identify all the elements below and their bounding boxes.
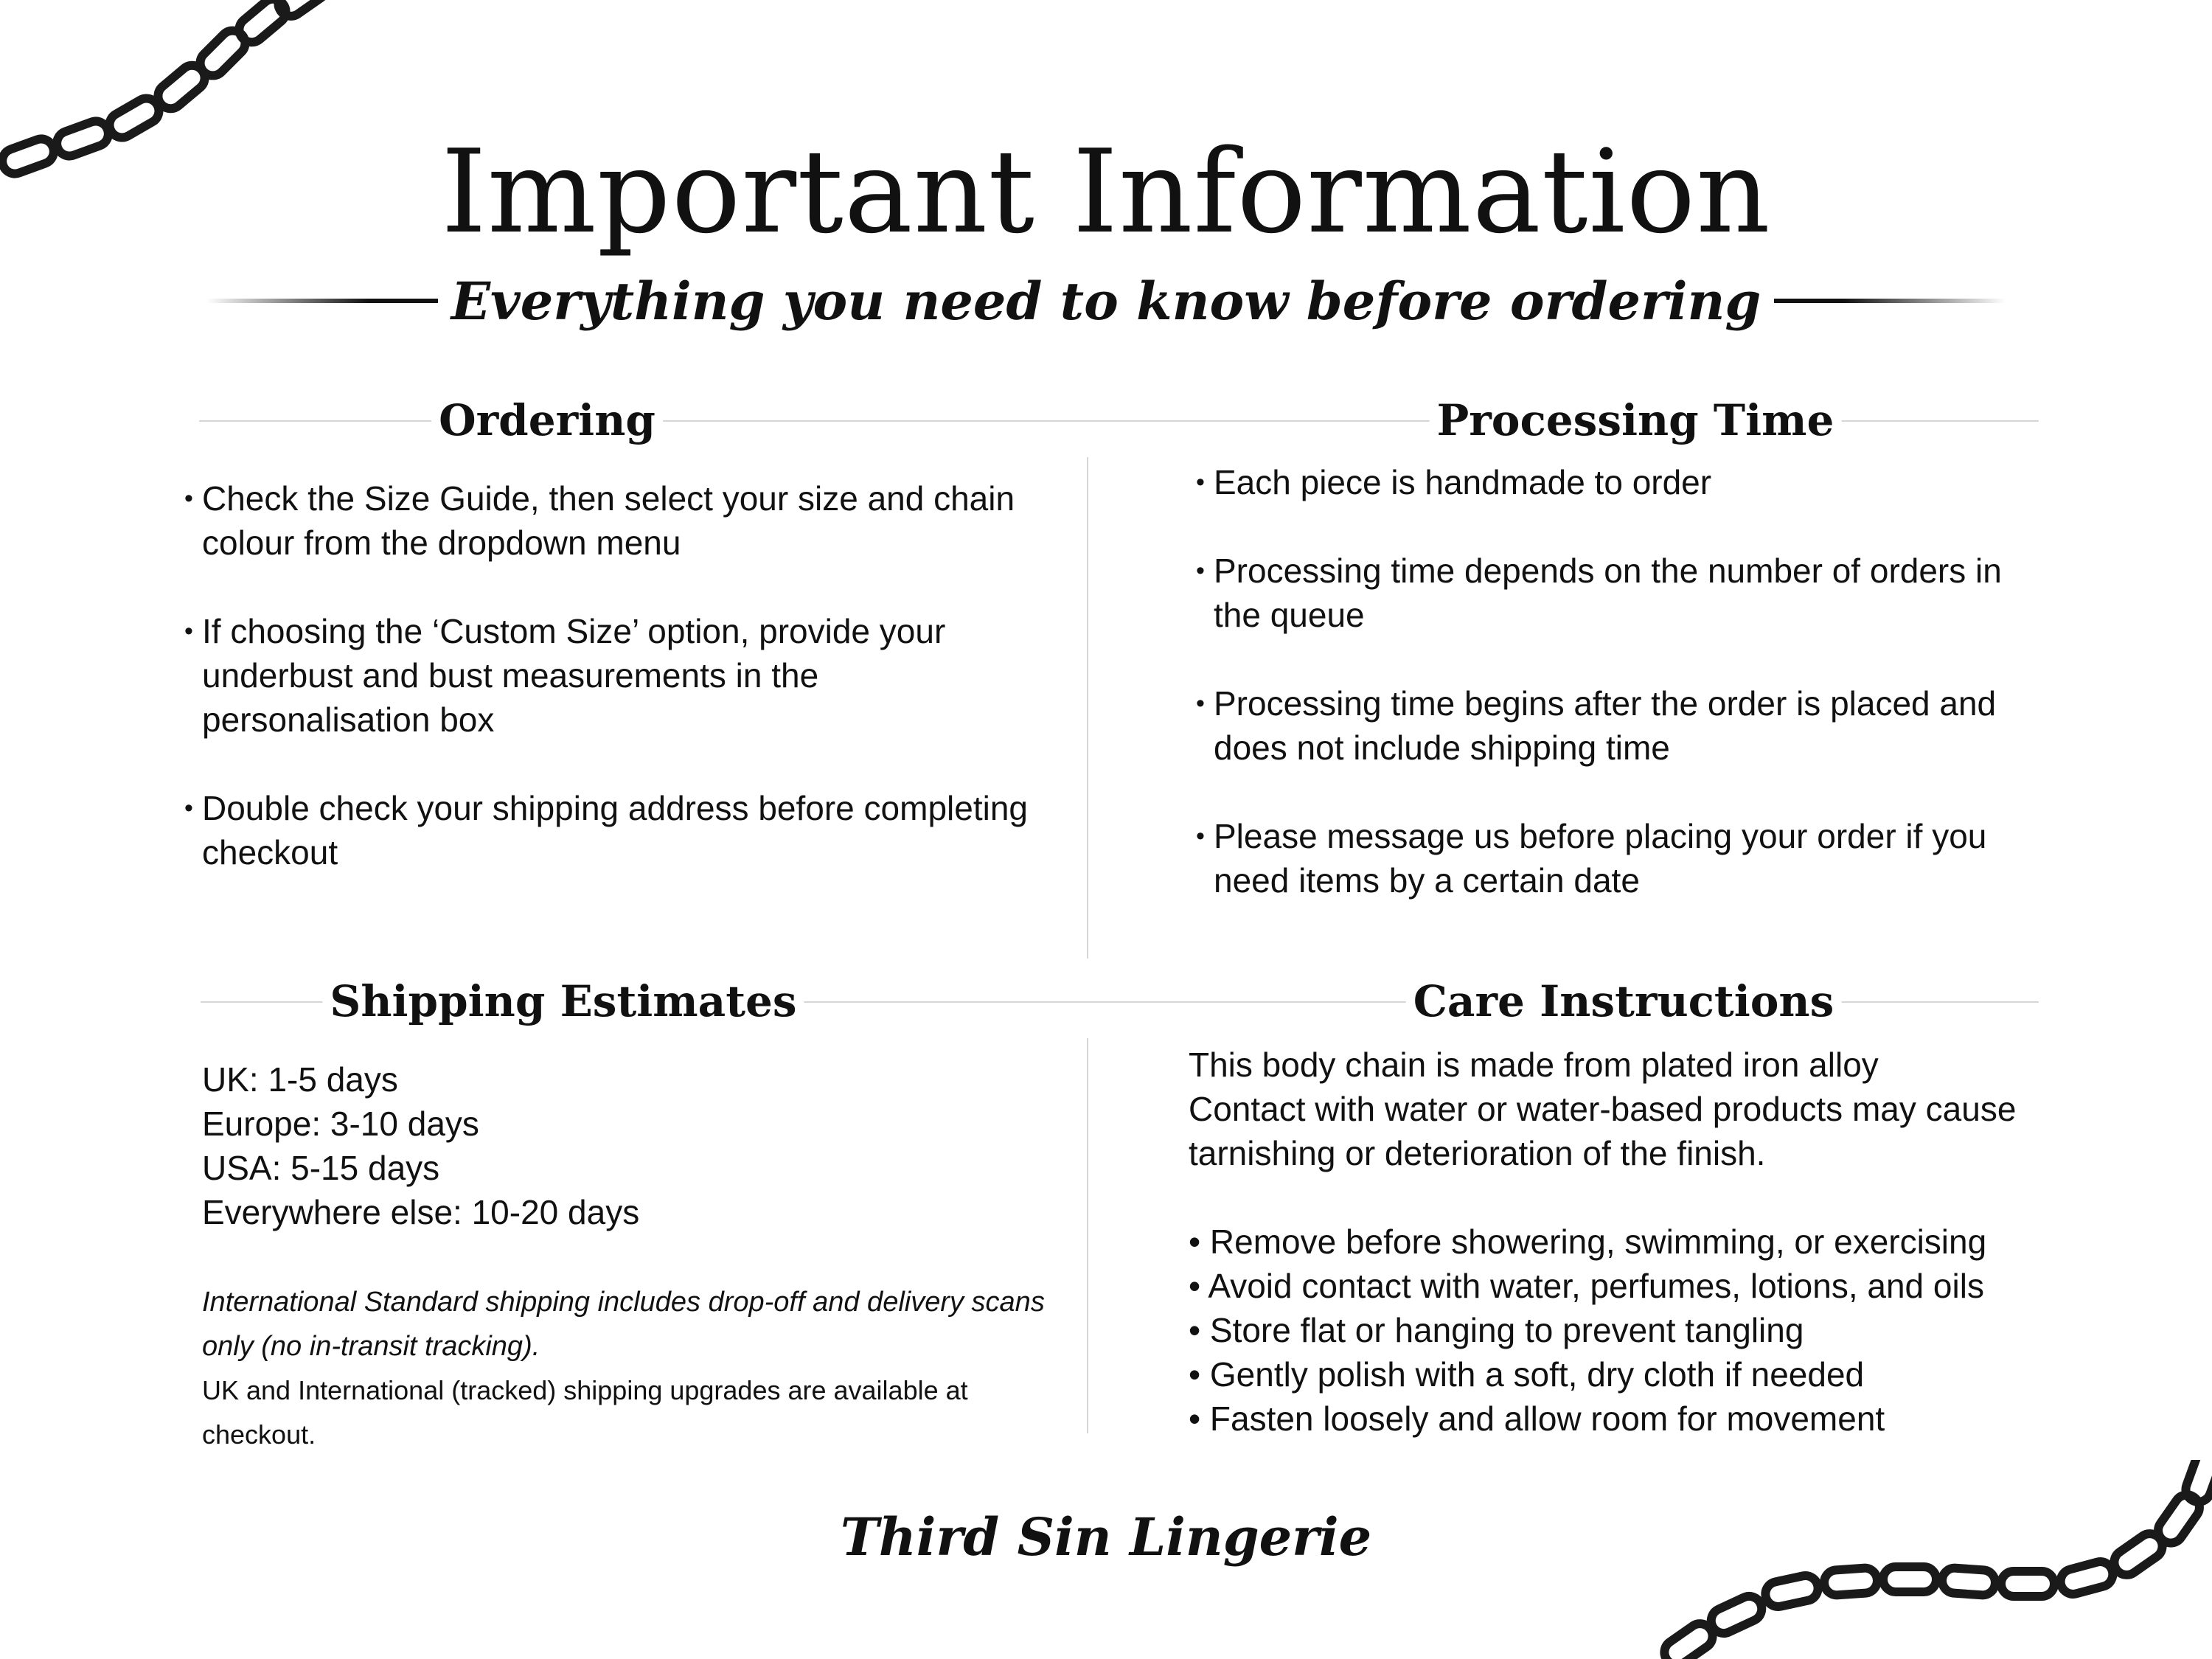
care-intro bbox=[1189, 1043, 2147, 1175]
list-item: • Remove before showering, swimming, or exercising bbox=[1189, 1220, 1986, 1264]
list-item: • Processing time begins after the order is placed and does not include shipping time bbox=[1200, 681, 2048, 770]
shipping-line: Europe: 3-10 days bbox=[202, 1105, 479, 1143]
shipping-note-tracking: International Standard shipping includes drop-off and delivery scans only (no in-transit tracking). bbox=[202, 1287, 1045, 1362]
subtitle-rule-right bbox=[1774, 299, 2006, 303]
shipping-note bbox=[202, 1280, 1072, 1457]
bottom-section-headers bbox=[201, 972, 2039, 1031]
ordering-heading: Ordering bbox=[431, 391, 663, 450]
shipping-line: USA: 5-15 days bbox=[202, 1149, 440, 1187]
processing-heading: Processing Time bbox=[1430, 391, 1842, 450]
list-item: • Processing time depends on the number of orders in the queue bbox=[1200, 549, 2048, 637]
processing-list bbox=[1200, 460, 2048, 902]
list-item: • Fasten loosely and allow room for movement bbox=[1189, 1397, 1986, 1441]
subtitle-row bbox=[206, 264, 2006, 338]
shipping-heading: Shipping Estimates bbox=[322, 972, 804, 1031]
care-heading: Care Instructions bbox=[1406, 972, 1842, 1031]
list-item: • Double check your shipping address before completing checkout bbox=[189, 786, 1051, 874]
column-divider-top bbox=[1087, 457, 1088, 959]
care-list bbox=[1189, 1220, 1986, 1441]
brand-logo: Third Sin Lingerie bbox=[840, 1506, 1372, 1568]
top-section-headers bbox=[199, 391, 2039, 450]
list-item: • If choosing the ‘Custom Size’ option, provide your underbust and bust measurements in the personalisation box bbox=[189, 609, 1051, 742]
list-item: • Each piece is handmade to order bbox=[1200, 460, 2048, 504]
shipping-estimates-list bbox=[202, 1057, 639, 1234]
subtitle-rule-left bbox=[206, 299, 438, 303]
page-title: Important Information bbox=[441, 125, 1771, 259]
column-divider-bottom bbox=[1087, 1038, 1088, 1433]
shipping-line: Everywhere else: 10-20 days bbox=[202, 1193, 640, 1231]
care-intro-warning: Contact with water or water-based products may cause tarnishing or deterioration of the finish. bbox=[1189, 1090, 2017, 1172]
page-subtitle: Everything you need to know before ordering bbox=[451, 270, 1761, 332]
care-intro-material: This body chain is made from plated iron alloy bbox=[1189, 1046, 1879, 1084]
list-item: • Store flat or hanging to prevent tangling bbox=[1189, 1308, 1986, 1352]
shipping-line: UK: 1-5 days bbox=[202, 1060, 398, 1099]
top-header-rule-row bbox=[199, 391, 2039, 450]
shipping-note-upgrades: UK and International (tracked) shipping upgrades are available at checkout. bbox=[202, 1375, 968, 1450]
ordering-list bbox=[189, 476, 1051, 874]
list-item: • Please message us before placing your order if you need items by a certain date bbox=[1200, 814, 2048, 902]
list-item: • Gently polish with a soft, dry cloth if needed bbox=[1189, 1352, 1986, 1397]
bottom-header-rule-row bbox=[201, 972, 2039, 1031]
list-item: • Check the Size Guide, then select your size and chain colour from the dropdown menu bbox=[189, 476, 1051, 565]
list-item: • Avoid contact with water, perfumes, lotions, and oils bbox=[1189, 1264, 1986, 1308]
